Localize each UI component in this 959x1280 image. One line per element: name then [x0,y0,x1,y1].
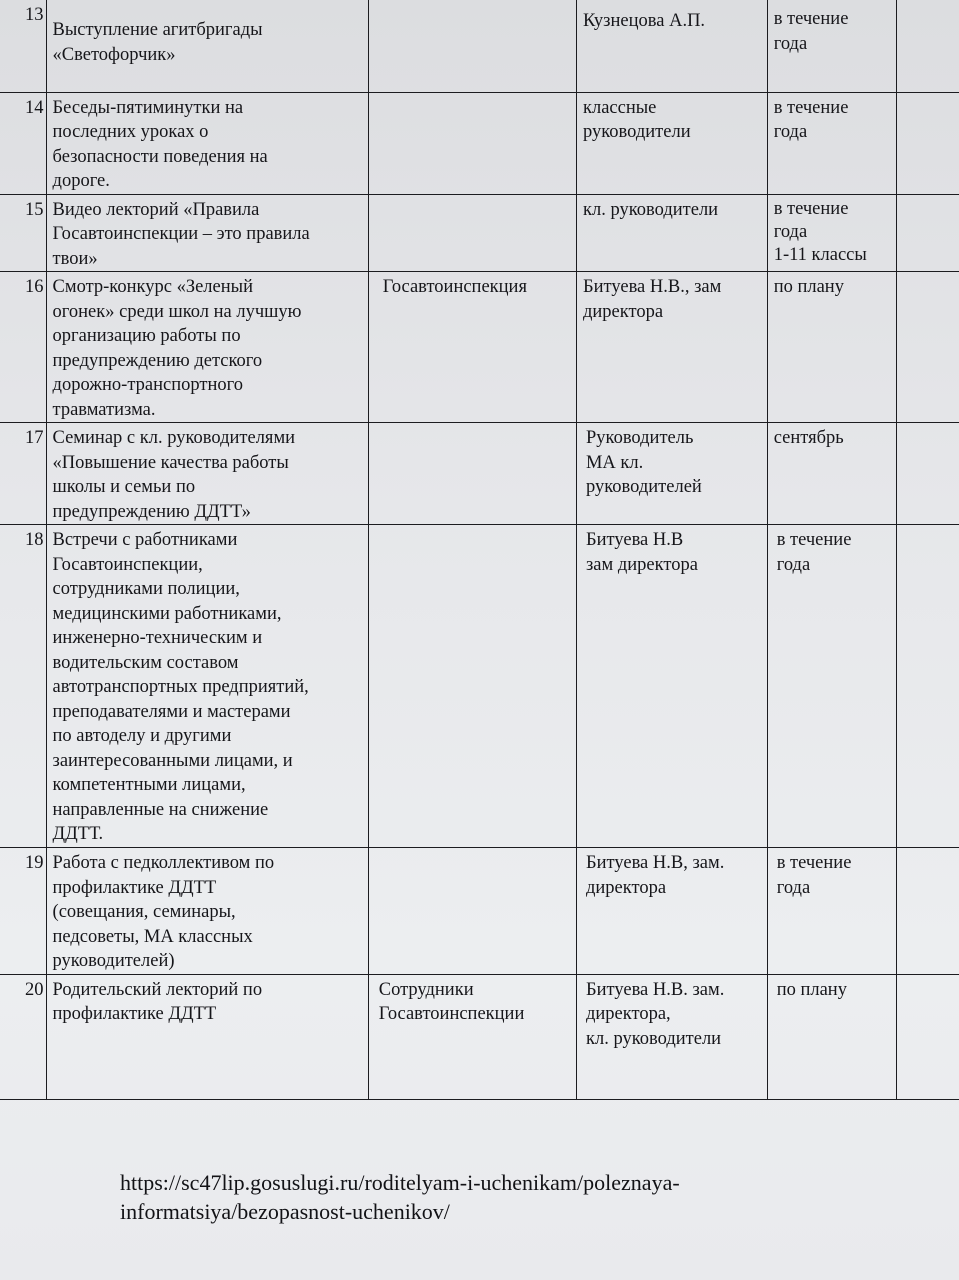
responsible-cell: Битуева Н.В зам директора [576,525,767,848]
row-number: 19 [0,848,46,975]
table-row [0,974,959,1099]
responsible-cell: Битуева Н.В., зам директора [576,272,767,423]
event-cell: Смотр-конкурс «Зеленый огонек» среди школ на лучшую организацию работы по предупреждению детского дорожно-транспортного травматизма. [46,272,368,423]
row-number: 13 [0,0,46,92]
row-number: 15 [0,194,46,272]
row-number: 16 [0,272,46,423]
partner-cell [368,423,576,525]
row-number: 20 [0,974,46,1099]
date-cell: в течение года [767,92,896,194]
event-cell: Выступление агитбригады «Светофорчик» [46,0,368,92]
extra-cell [897,272,959,423]
event-cell: Видео лекторий «Правила Госавтоинспекции – это правила твои» [46,194,368,272]
event-cell: Работа с педколлективом по профилактике ДДТТ (совещания, семинары, педсоветы, МА классных руководителей) [46,848,368,975]
extra-cell [897,194,959,272]
partner-cell [368,0,576,92]
table-row [0,194,959,272]
date-cell: в течение года 1-11 классы [767,194,896,272]
responsible-cell: кл. руководители [576,194,767,272]
row-number: 18 [0,525,46,848]
partner-cell [368,92,576,194]
responsible-cell: Битуева Н.В, зам. директора [576,848,767,975]
table-row [0,272,959,423]
extra-cell [897,423,959,525]
date-cell: по плану [767,272,896,423]
row-number: 14 [0,92,46,194]
event-cell: Родительский лекторий по профилактике ДДТТ [46,974,368,1099]
extra-cell [897,974,959,1099]
responsible-cell: классные руководители [576,92,767,194]
partner-cell: Сотрудники Госавтоинспекции [368,974,576,1099]
row-number: 17 [0,423,46,525]
responsible-cell: Кузнецова А.П. [576,0,767,92]
date-cell: в течение года [767,0,896,92]
date-cell: сентябрь [767,423,896,525]
table-row [0,92,959,194]
table-row [0,423,959,525]
table-row [0,525,959,848]
event-cell: Беседы-пятиминутки на последних уроках о безопасности поведения на дороге. [46,92,368,194]
partner-cell [368,194,576,272]
extra-cell [897,92,959,194]
date-cell: в течение года [767,848,896,975]
extra-cell [897,0,959,92]
responsible-cell: Руководитель МА кл. руководителей [576,423,767,525]
extra-cell [897,525,959,848]
extra-cell [897,848,959,975]
responsible-cell: Битуева Н.В. зам. директора, кл. руководители [576,974,767,1099]
date-cell: в течение года [767,525,896,848]
table-row [0,0,959,92]
event-cell: Встречи с работниками Госавтоинспекции, сотрудниками полиции, медицинскими работниками, инженерно-техническим и водительским составом автотранспортных предприятий, преподавателями и мастерами по автоделу и другими заинтересованными лицами, и компетентными лицами, направленные на снижение ДДТТ. [46,525,368,848]
event-cell: Семинар с кл. руководителями «Повышение качества работы школы и семьи по предупреждению ДДТТ» [46,423,368,525]
table-row [0,848,959,975]
partner-cell: Госавтоинспекция [368,272,576,423]
date-cell: по плану [767,974,896,1099]
source-url: https://sc47lip.gosuslugi.ru/roditelyam-i-uchenikam/poleznaya- informatsiya/bezopasnost-uchenikov/ [120,1170,680,1224]
partner-cell [368,525,576,848]
partner-cell [368,848,576,975]
